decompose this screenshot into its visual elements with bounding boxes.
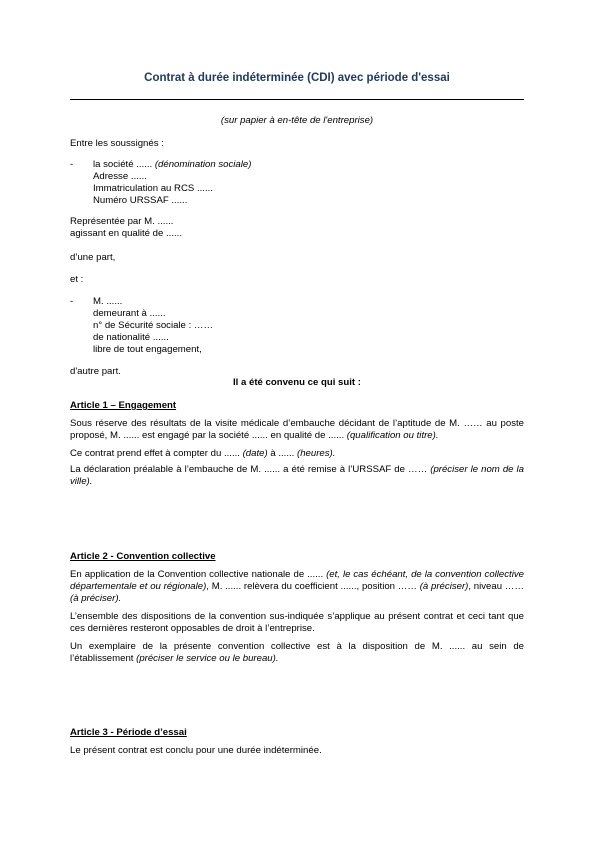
article-1-paragraph-1: Sous réserve des résultats de la visite médicale d’embauche décidant de l’aptitude de M. …… au poste proposé, M. ...... est engagé par la société ...... en qualité de ...... (qualification ou titre). — [70, 418, 524, 441]
employee-nationality: de nationalité ...... — [93, 332, 169, 343]
acting-as: agissant en qualité de ...... — [70, 228, 183, 239]
employee-social-security: n° de Sécurité sociale : …… — [93, 320, 214, 331]
employee-dash: - — [70, 296, 74, 307]
article-2-paragraph-1: En application de la Convention collective nationale de ...... (et, le cas échéant, de la convention collective départementale et ou régionale), M. ...... relèvera du coefficient ......, position …… (à préciser), niveau …… (à préciser). — [70, 569, 524, 604]
title-divider — [70, 99, 524, 100]
and-label: et : — [70, 274, 84, 285]
agreement-heading: Il a été convenu ce qui suit : — [233, 377, 361, 388]
article-1-paragraph-3: La déclaration préalable à l’embauche de M. ...... a été remise à l’URSSAF de …… (préciser le nom de la ville). — [70, 464, 524, 487]
article-1-title: Article 1 – Engagement — [70, 400, 177, 411]
one-part: d’une part, — [70, 252, 116, 263]
article-2-paragraph-3: Un exemplaire de la présente convention collective est à la disposition de M. ...... au sein de l’établissement (préciser le service ou le bureau). — [70, 641, 524, 664]
employee-residence: demeurant à ...... — [93, 308, 166, 319]
article-1-paragraph-2: Ce contrat prend effet à compter du ...... (date) à ...... (heures). — [70, 448, 336, 459]
article-2-paragraph-2: L’ensemble des dispositions de la convention sus-indiquée s’applique au présent contrat et ceci tant que ces dernières resteront opposables de droit à l’entreprise. — [70, 611, 524, 634]
article-3-title: Article 3 - Période d’essai — [70, 727, 187, 738]
letterhead-note: (sur papier à en-tête de l'entreprise) — [220, 115, 374, 126]
employee-free: libre de tout engagement, — [93, 344, 202, 355]
employee-name: M. ...... — [93, 296, 123, 307]
employer-block — [93, 159, 251, 207]
employer-urssaf: Numéro URSSAF ...... — [93, 195, 188, 206]
employer-address: Adresse ...... — [93, 171, 147, 182]
employer-rcs: Immatriculation au RCS ...... — [93, 183, 213, 194]
document-title: Contrat à durée indéterminée (CDI) avec période d'essai — [144, 72, 450, 84]
employer-company: la société ...... (dénomination sociale) — [93, 159, 252, 170]
employee-block — [93, 296, 213, 356]
parties-intro: Entre les soussignés : — [70, 138, 164, 149]
employer-dash: - — [70, 159, 74, 170]
article-3-paragraph-1: Le présent contrat est conclu pour une durée indéterminée. — [70, 745, 322, 756]
other-part: d'autre part. — [70, 366, 121, 377]
article-2-title: Article 2 - Convention collective — [70, 551, 216, 562]
represented-by: Représentée par M. ...... — [70, 216, 174, 227]
